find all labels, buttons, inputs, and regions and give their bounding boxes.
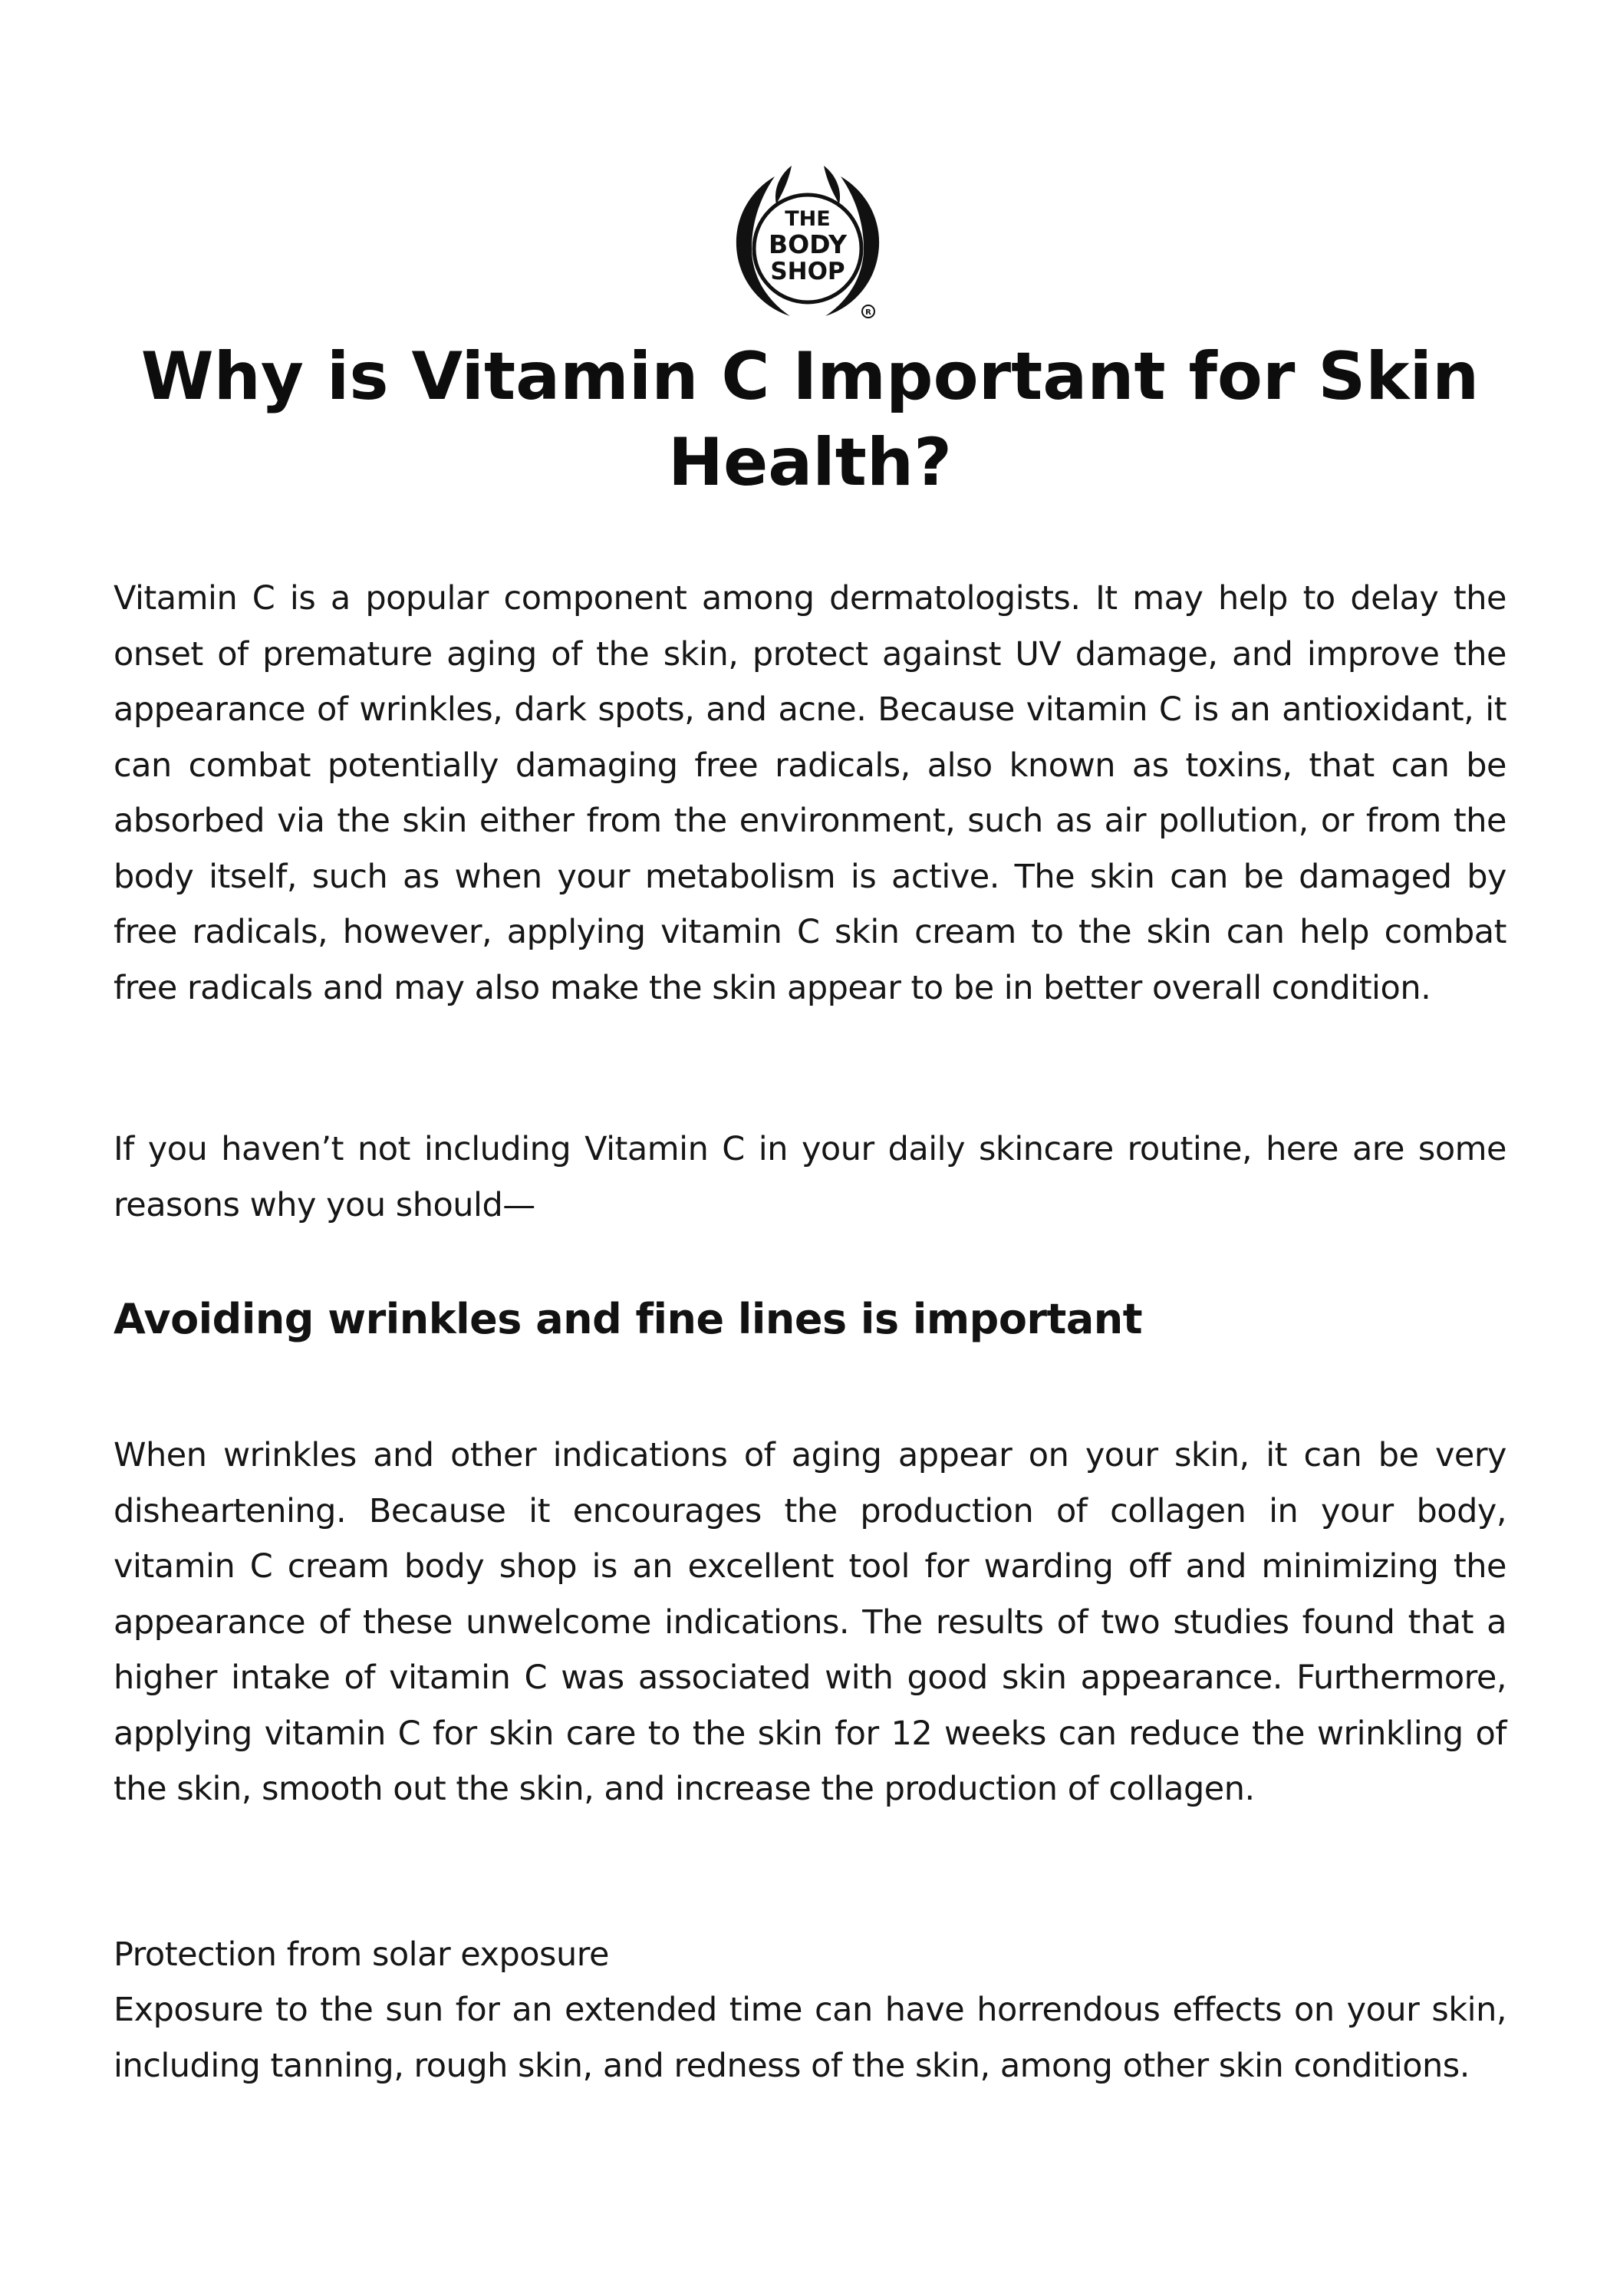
section-body-solar: Exposure to the sun for an extended time can have horrendous effects on your skin, including tanning, rough skin, and redness of the skin, among other skin conditions. bbox=[114, 1991, 1506, 2085]
section-body-wrinkles: When wrinkles and other indications of aging appear on your skin, it can be very disheartening. Because it encourages the production of collagen in your body, vitamin C cream body shop is an excellent tool for warding off and minimizing the appearance of these unwelcome indications. The results of two studies found that a higher intake of vitamin C was associated with good skin appearance. Furthermore, applying vitamin C for skin care to the skin for 12 weeks can reduce the wrinkling of the skin, smooth out the skin, and increase the production of collagen. bbox=[114, 1436, 1506, 1808]
svg-text:BODY: BODY bbox=[768, 229, 848, 259]
svg-text:THE: THE bbox=[785, 207, 831, 231]
svg-text:SHOP: SHOP bbox=[770, 258, 845, 285]
the-body-shop-logo-icon bbox=[726, 160, 890, 324]
section-heading-wrinkles: Avoiding wrinkles and fine lines is important bbox=[114, 1295, 1143, 1343]
lead-in-paragraph: If you haven’t not including Vitamin C in your daily skincare routine, here are some reasons why you should— bbox=[114, 1130, 1506, 1224]
svg-text:R: R bbox=[865, 308, 871, 317]
section-heading-solar: Protection from solar exposure bbox=[114, 1935, 609, 1974]
intro-paragraph: Vitamin C is a popular component among dermatologists. It may help to delay the onset of premature aging of the skin, protect against UV damage, and improve the appearance of wrinkles, dark spots, and acne. Because vitamin C is an antioxidant, it can combat potentially damaging free radicals, also known as toxins, that can be absorbed via the skin either from the environment, such as air pollution, or from the body itself, such as when your metabolism is active. The skin can be damaged by free radicals, however, applying vitamin C skin cream to the skin can help combat free radicals and may also make the skin appear to be in better overall condition. bbox=[114, 579, 1506, 1007]
page-title: Why is Vitamin C Important for Skin Health? bbox=[140, 338, 1480, 501]
